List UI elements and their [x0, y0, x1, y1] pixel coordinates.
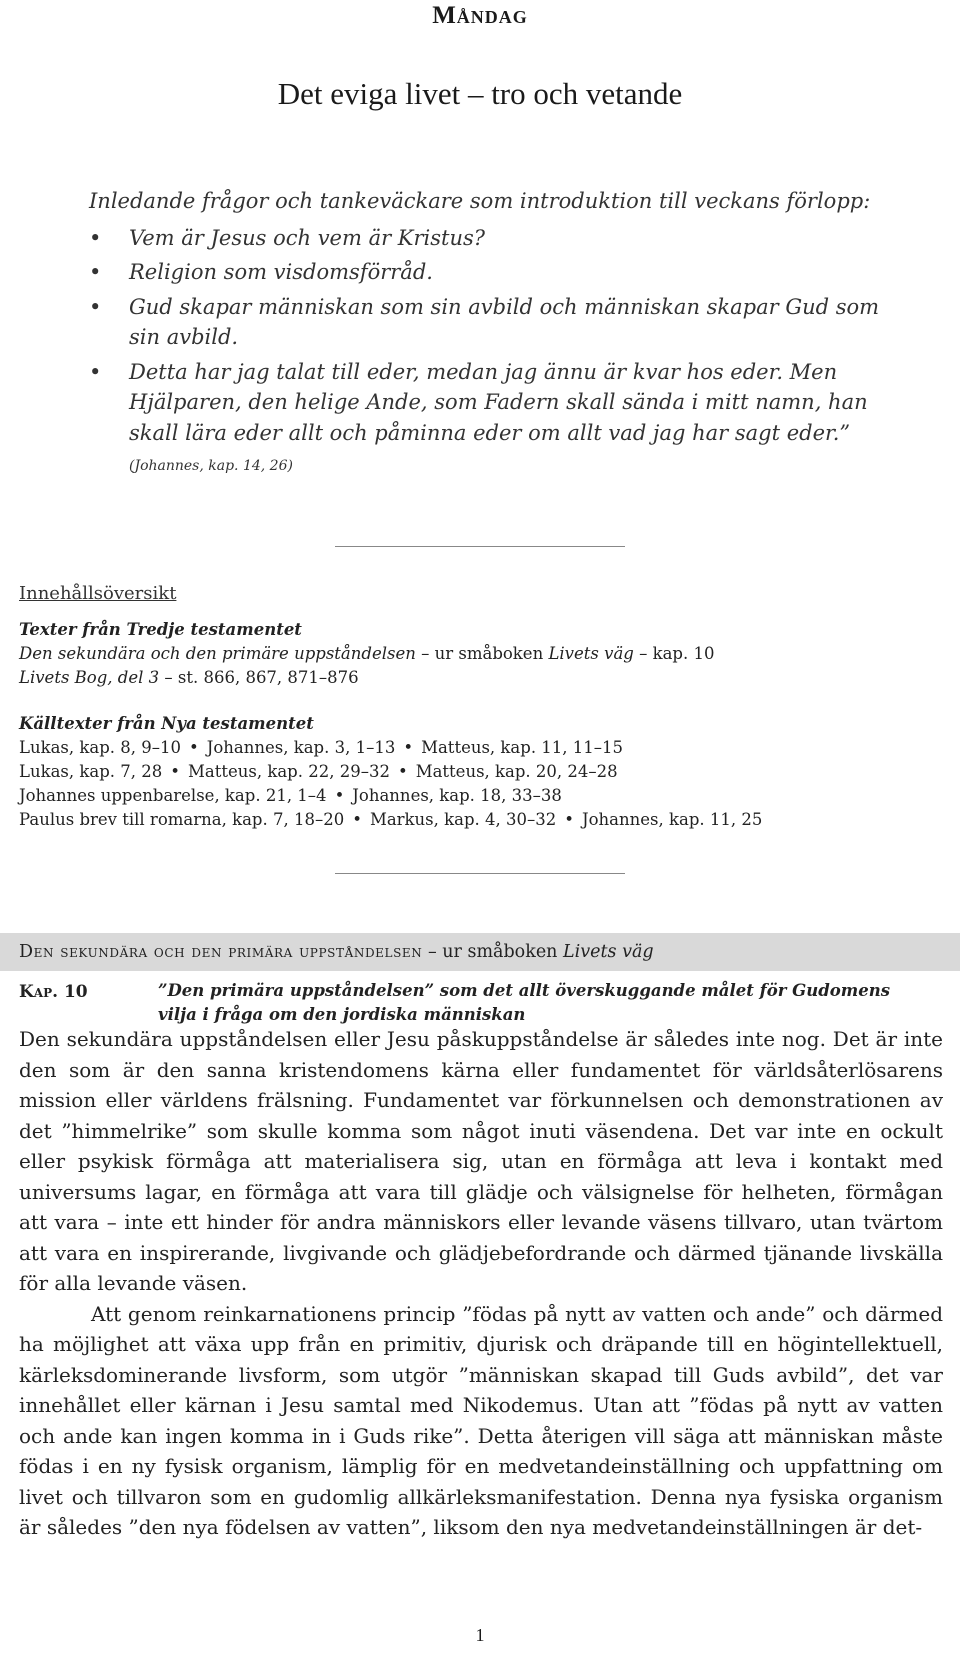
section-ref: – st. 866, 867, 871–876 [164, 668, 359, 687]
page-number: 1 [475, 1625, 485, 1645]
intro-bullet-text: Gud skapar människan som sin avbild och människan skapar Gud som sin avbild. [129, 294, 880, 349]
body-paragraph: Att genom reinkarnationens princip ”födas på nytt av vatten och ande” och därmed ha möjlighet att växa upp från en primitiv, djurisk och dräpande till en högintellektuell, kärleksdominerande livsform, som utgör ”människan skapad till Guds avbild”, det var innehållet eller kärnan i Jesu samtal med Nikodemus. Utan att ”födas på nytt av vatten och ande kan ingen komma in i Guds rike”. Detta återigen vill säga att människan måste födas i en ny fysisk organism, lämplig för en medvetandeinställning och uppfattning om livet och tillvaron som en gudomlig allkärleksmanifestation. Denna nya fysiska organism är således ”den nya födelsen av vatten”, liksom den nya medvetandeinställningen är det- [19, 1301, 943, 1539]
scripture-line [19, 760, 939, 784]
bullet-separator: • [352, 810, 362, 829]
scripture-ref: Paulus brev till romarna, kap. 7, 18–20 [19, 810, 345, 829]
scripture-ref: Lukas, kap. 8, 9–10 [19, 738, 181, 757]
bullet-separator: • [189, 738, 199, 757]
intro-bullet-text: Religion som visdomsförråd. [129, 260, 433, 284]
bullet-separator: • [170, 762, 180, 781]
bullet-separator: • [397, 762, 408, 781]
bullet-separator: • [403, 738, 414, 757]
intro-bullet-list [89, 223, 889, 482]
intro-bullet-text: Vem är Jesus och vem är Kristus? [129, 225, 486, 250]
book-title: Livets Bog, del 3 [19, 668, 160, 687]
bible-citation: (Johannes, kap. 14, 26) [129, 458, 293, 474]
divider [335, 873, 625, 874]
text-title: Den sekundära och den primäre uppståndelsen [19, 644, 416, 663]
scripture-ref: Johannes, kap. 18, 33–38 [352, 786, 562, 805]
scripture-ref: Johannes, kap. 11, 25 [582, 810, 763, 829]
scripture-ref: Johannes uppenbarelse, kap. 21, 1–4 [19, 786, 327, 805]
text-source: – ur småboken [421, 644, 544, 663]
book-title: Livets väg [548, 644, 634, 663]
scripture-line [19, 736, 939, 760]
body-text [19, 1024, 943, 1543]
intro-lead: Inledande frågor och tankeväckare som introduktion till veckans förlopp: [89, 189, 871, 213]
scripture-ref: Johannes, kap. 3, 1–13 [206, 738, 396, 757]
third-testament-line [19, 666, 939, 690]
scripture-line [19, 784, 939, 808]
intro-bullet [89, 257, 889, 288]
bullet-separator: • [564, 810, 574, 829]
bullet-separator: • [334, 786, 345, 805]
intro-section [89, 186, 889, 486]
page-title: Det eviga livet – tro och vetande [277, 76, 683, 111]
intro-bullet [89, 292, 889, 353]
scripture-ref: Matteus, kap. 22, 29–32 [187, 762, 390, 781]
scripture-ref: Matteus, kap. 11, 11–15 [421, 738, 624, 757]
third-testament-line [19, 642, 939, 666]
chapter-label: Kap. 10 [19, 982, 88, 1002]
scripture-ref: Matteus, kap. 20, 24–28 [415, 762, 618, 781]
scripture-ref: Markus, kap. 4, 30–32 [369, 810, 557, 829]
book-title: Livets väg [563, 942, 654, 962]
divider [335, 546, 625, 547]
chapter-ref: – kap. 10 [639, 644, 715, 663]
day-heading: Måndag [432, 2, 528, 29]
third-testament-heading: Texter från Tredje testamentet [19, 620, 302, 639]
section-banner [0, 933, 960, 971]
intro-bullet [89, 223, 889, 254]
section-title: Den sekundära och den primära uppståndelsen [19, 942, 423, 962]
content-overview [19, 582, 939, 832]
chapter-heading: ”Den primära uppståndelsen” som det allt överskuggande målet för Gudomens vilja i fråga om den jordiska människan [158, 981, 891, 1024]
new-testament-heading: Källtexter från Nya testamentet [19, 714, 314, 733]
intro-bullet-text: Detta har jag talat till eder, medan jag ännu är kvar hos eder. Men Hjälparen, den helige Ande, som Fadern skall sända i mitt namn, han skall lära eder allt och påminna eder om allt vad jag har sagt eder.” [129, 359, 868, 445]
scripture-ref: Lukas, kap. 7, 28 [19, 762, 163, 781]
intro-bullet [89, 357, 889, 482]
scripture-line [19, 808, 939, 832]
section-source: – ur småboken [427, 942, 558, 962]
body-paragraph: Den sekundära uppståndelsen eller Jesu påskuppståndelse är således inte nog. Det är inte den som är den sanna kristendomens kärna eller fundamentet för världsåterlösarens mission eller världens frälsning. Fundamentet var förkunnelsen och demonstrationen av det ”himmelrike” som skulle komma som något inuti väsendena. Det var inte en ockult eller psykisk förmåga att materialisera sig, utan en förmåga att leva i kontakt med universums lagar, en förmåga att vara till glädje och välsignelse för helheten, förmågan att vara – inte ett hinder för andra människors eller levande väsens tillvaro, utan tvärtom att vara en inspirerande, livgivande och glädjebefordrande och därmed tjänande livskälla för alla levande väsen. [19, 1027, 943, 1295]
overview-title: Innehållsöversikt [19, 583, 177, 604]
